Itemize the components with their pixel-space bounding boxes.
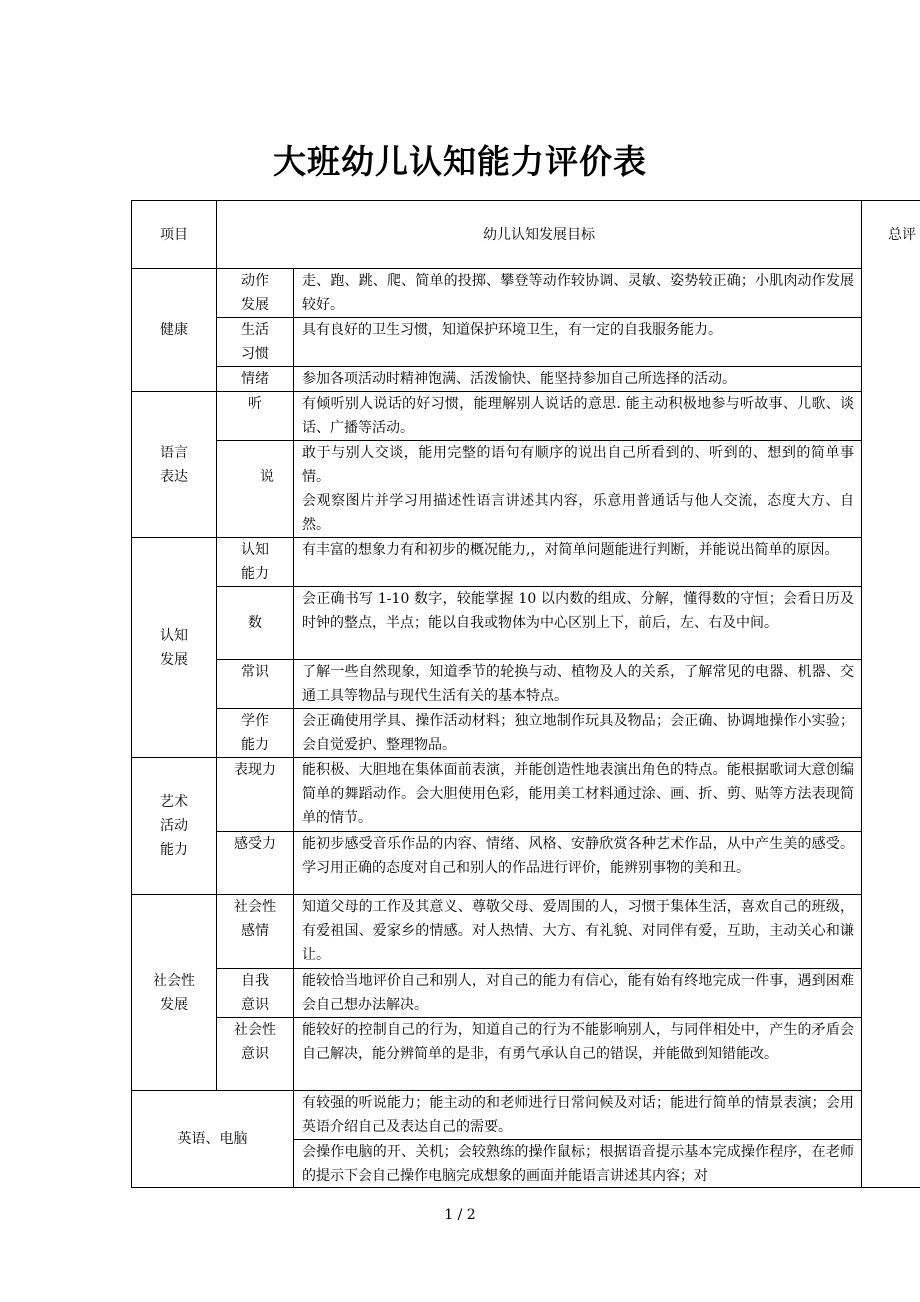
sub-expression: 表现力 [234, 762, 276, 778]
category-language: 语言 表达 [160, 444, 188, 485]
text-awareness: 能较好的控制自己的行为，知道自己的行为不能影响别人，与同伴相处中，产生的矛盾会自己解决，能分辨简单的是非，有勇气承认自己的错误，并能做到知错能改。 [302, 1022, 854, 1062]
sub-self: 自我 意识 [241, 973, 269, 1013]
page-title: 大班幼儿认知能力评价表 [273, 142, 647, 181]
sub-study: 学作 能力 [241, 713, 269, 753]
sub-habits: 生活 习惯 [241, 322, 269, 362]
category-health: 健康 [160, 322, 188, 338]
sub-social-emotion: 社会性 感情 [234, 899, 276, 939]
text-emotion: 参加各项活动时精神饱满、活泼愉快、能坚持参加自己所选择的活动。 [302, 371, 736, 387]
category-cognition: 认知 发展 [160, 627, 188, 668]
text-english: 有较强的听说能力；能主动的和老师进行日常问候及对话；能进行简单的情景表演；会用英语介绍自己及表达自己的需要。 [302, 1095, 854, 1135]
text-self: 能较恰当地评价自己和别人，对自己的能力有信心，能有始有终地完成一件事，遇到困难会自己想办法解决。 [302, 973, 854, 1013]
text-expression: 能积极、大胆地在集体面前表演，并能创造性地表演出角色的特点。能根据歌词大意创编简单的舞蹈动作。会大胆使用色彩，能用美工材料通过涂、画、折、剪、贴等方法表现简单的情节。 [302, 762, 854, 826]
text-listen: 有倾听别人说话的好习惯，能理解别人说话的意思. 能主动积极地参与听故事、儿歌、谈话、广播等活动。 [302, 396, 854, 436]
text-computer: 会操作电脑的开、关机；会较熟练的操作鼠标；根据语音提示基本完成操作程序，在老师的提示下会自己操作电脑完成想象的画面并能语言讲述其内容；对 [302, 1144, 854, 1184]
sub-ability: 认知 能力 [241, 542, 269, 582]
sub-feeling: 感受力 [234, 836, 276, 852]
header-overall: 总评 [888, 226, 916, 243]
text-movement: 走、跑、跳、爬、简单的投掷、攀登等动作较协调、灵敏、姿势较正确；小肌肉动作发展较好。 [302, 273, 854, 313]
category-art: 艺术 活动 能力 [160, 794, 188, 858]
header-goals: 幼儿认知发展目标 [483, 226, 595, 243]
sub-emotion: 情绪 [241, 371, 269, 387]
category-social: 社会性 发展 [153, 972, 195, 1013]
evaluation-table [131, 200, 920, 1188]
sub-awareness: 社会性 意识 [234, 1022, 276, 1062]
sub-knowledge: 常识 [241, 664, 269, 680]
text-speak-1: 敢于与别人交谈，能用完整的语句有顺序的说出自己所看到的、听到的、想到的简单事情。 [302, 445, 854, 485]
sub-number: 数 [248, 615, 262, 631]
text-social-emotion: 知道父母的工作及其意义、尊敬父母、爱周围的人，习惯于集体生活，喜欢自己的班级，有爱祖国、爱家乡的情感。对人热情、大方、有礼貌、对同伴有爱，互助，主动关心和谦让。 [302, 899, 854, 963]
sub-listen: 听 [248, 396, 262, 412]
text-speak-2: 会观察图片并学习用描述性语言讲述其内容，乐意用普通话与他人交流，态度大方、自然。 [302, 493, 854, 533]
text-feeling: 能初步感受音乐作品的内容、情绪、风格、安静欣赏各种艺术作品，从中产生美的感受。学习用正确的态度对自己和别人的作品进行评价，能辨别事物的美和丑。 [302, 836, 854, 876]
text-habits: 具有良好的卫生习惯，知道保护环境卫生，有一定的自我服务能力。 [302, 322, 722, 338]
header-project: 项目 [160, 226, 188, 243]
sub-speak: 说 [260, 469, 274, 485]
text-ability: 有丰富的想象力有和初步的概况能力,，对简单问题能进行判断，并能说出简单的原因。 [302, 542, 839, 558]
text-study: 会正确使用学具、操作活动材料；独立地制作玩具及物品；会正确、协调地操作小实验；会自觉爱护、整理物品。 [302, 713, 854, 753]
category-english-computer: 英语、电脑 [177, 1131, 248, 1147]
text-knowledge: 了解一些自然现象，知道季节的轮换与动、植物及人的关系，了解常见的电器、机器、交通工具等物品与现代生活有关的基本特点。 [302, 664, 854, 704]
text-number: 会正确书写 1-10 数字，较能掌握 10 以内数的组成、分解，懂得数的守恒；会看日历及时钟的整点，半点；能以自我或物体为中心区别上下，前后，左、右及中间。 [302, 591, 854, 631]
page-number: 1 / 2 [444, 1207, 476, 1223]
sub-movement: 动作 发展 [241, 273, 269, 313]
